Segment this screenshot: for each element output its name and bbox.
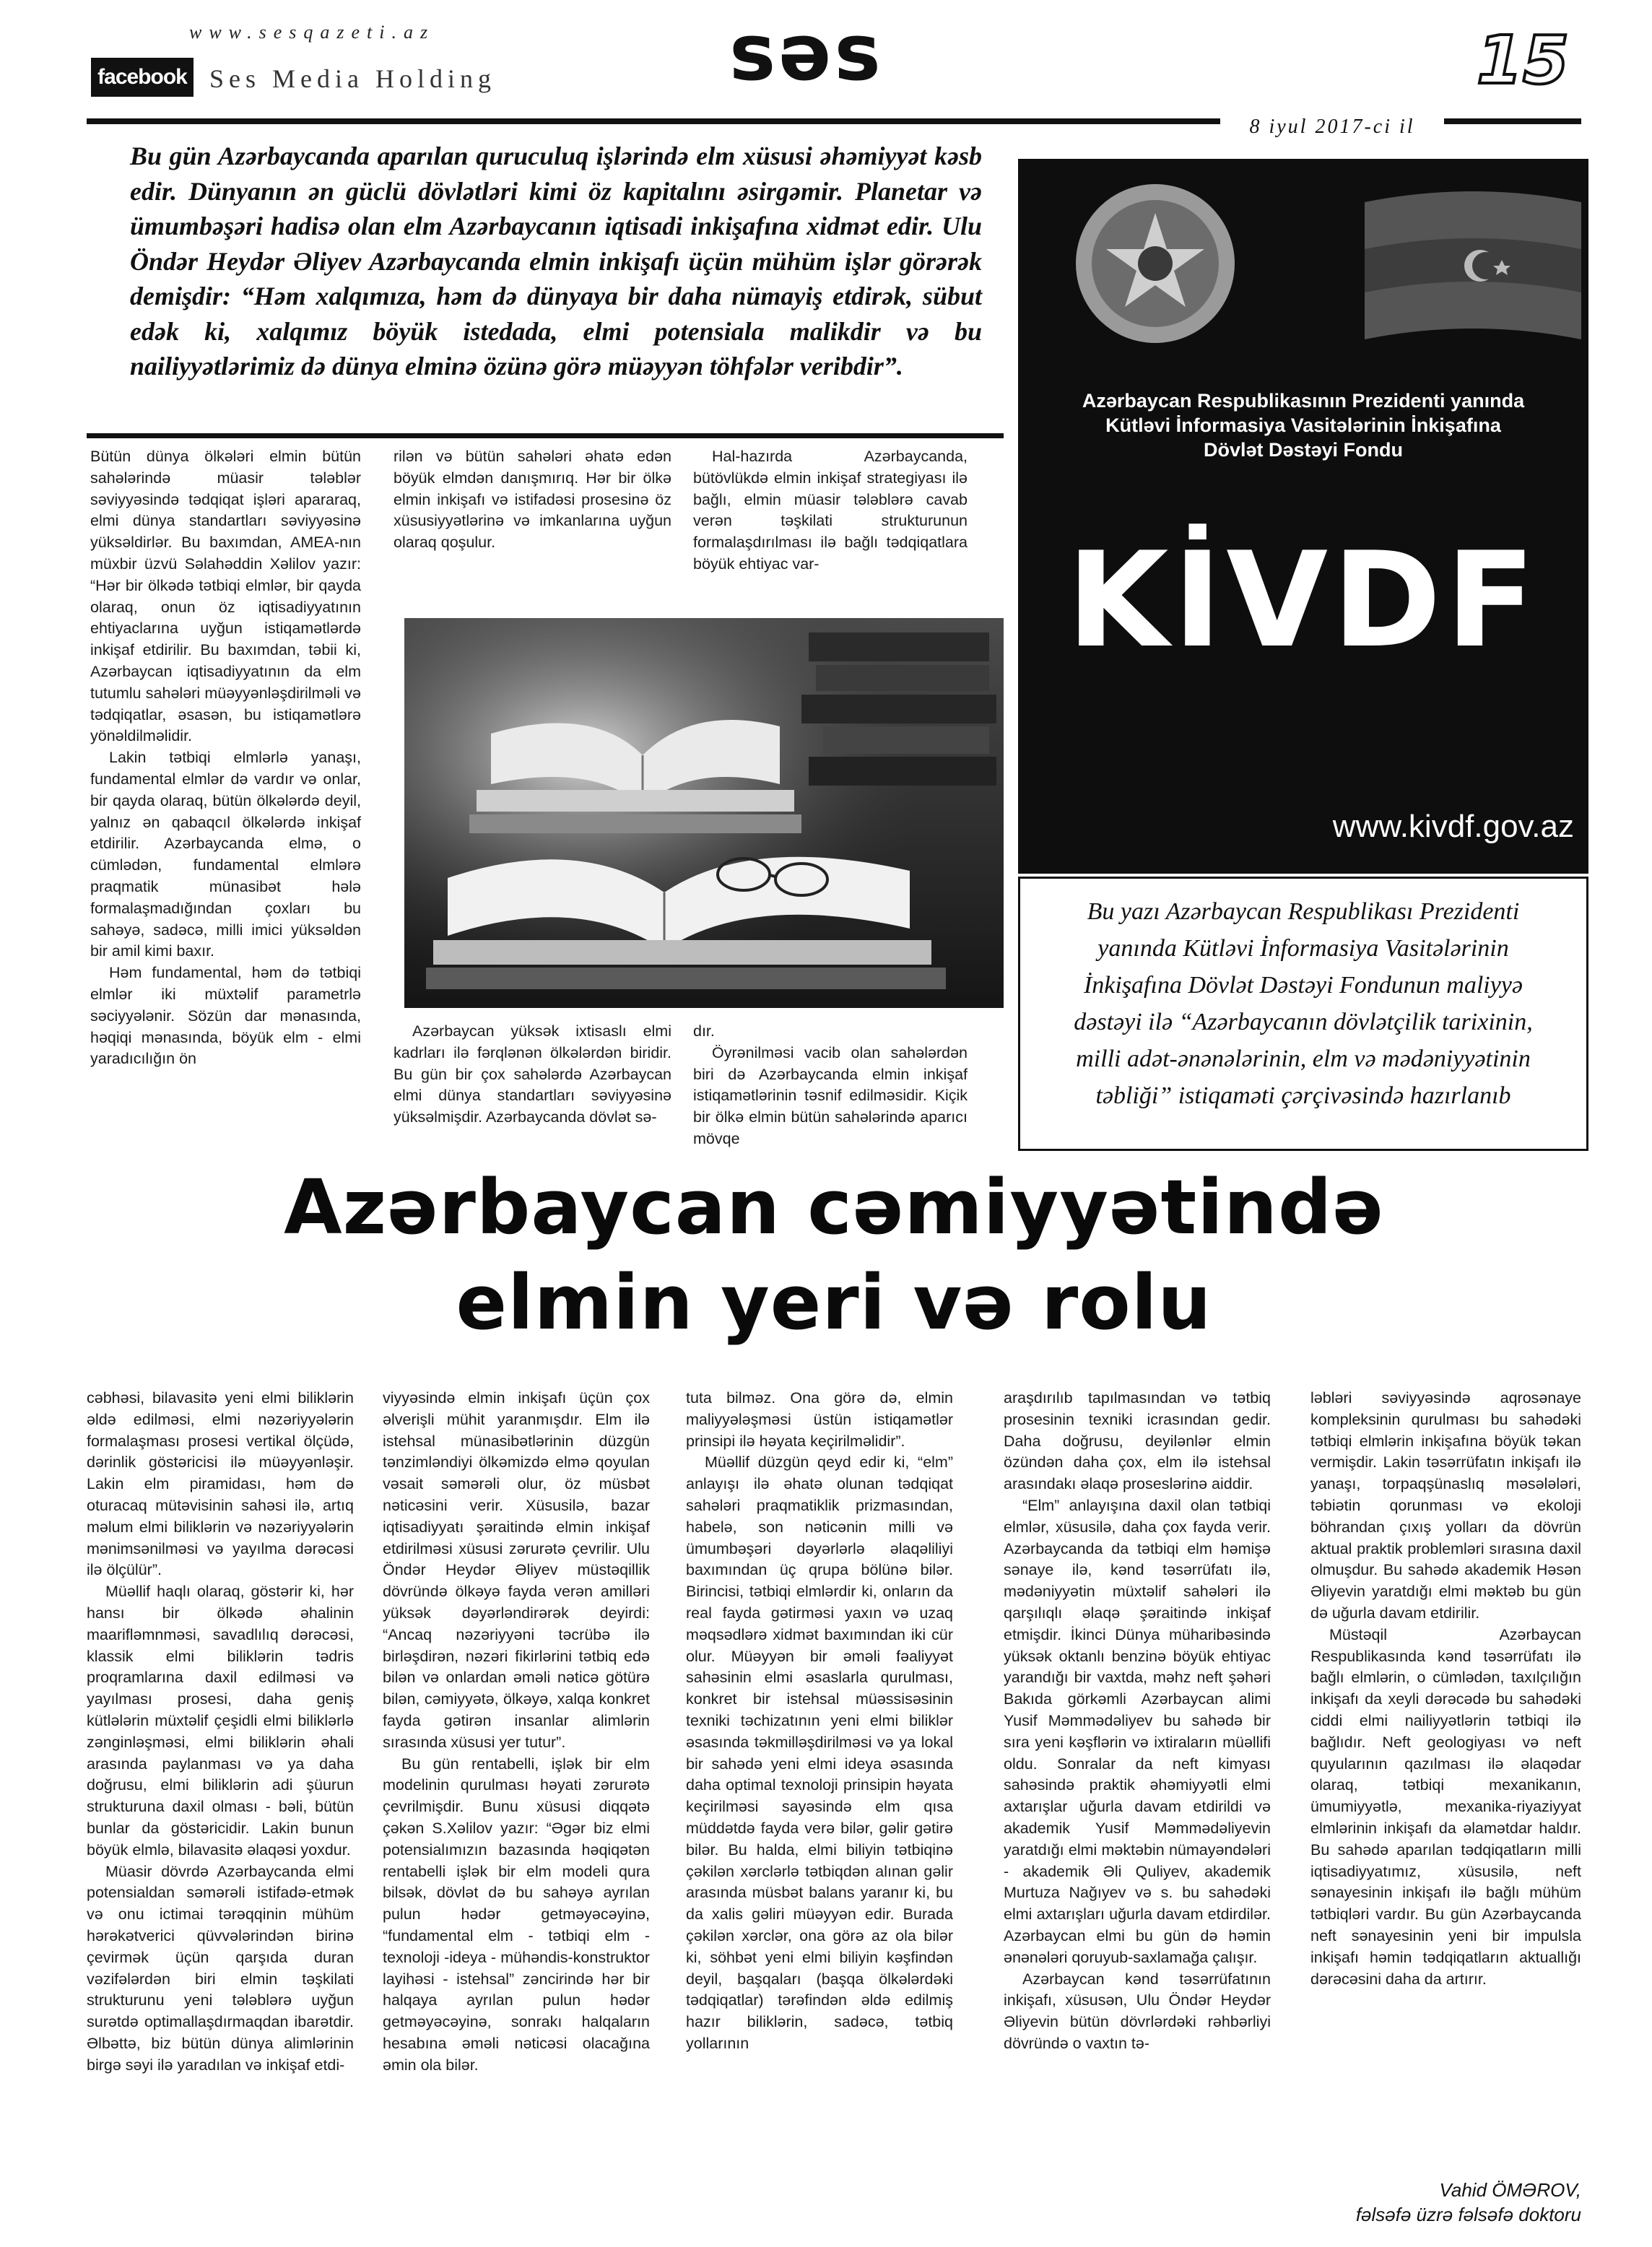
facebook-logo: facebook — [91, 58, 194, 97]
text-paragraph: Müəllif haqlı olaraq, göstərir ki, hər hansı bir ölkədə əhalinin maarifləmnməsi, savadlılıq dərəcəsi, klassik elmi biliklərin tədris proqramlarına daxil edilməsi və yayılması prosesi, daha geniş kütlələrin müxtəlif çeşidli elmi biliklərlə zənginləşməsi, elmi biliklərin əhali arasında paylanması və ya daha doğrusu, elmi biliklərin adi şüurun strukturuna daxil olması - bəli, bütün bunlar da göstəricidir. Lakin bunun böyük elmlə, bilavasitə əlaqəsi yoxdur. — [87, 1583, 354, 1859]
notice-line: İnkişafına Dövlət Dəstəyi Fondunun maliyyə — [1083, 972, 1523, 999]
text-paragraph: Öyrənilməsi vacib olan sahələrdən biri də Azərbaycanda elmin inkişaf istiqamətlərinin təsnif edilməsidir. Kiçik bir ölkə elmin bütün sahələrində aparıcı mövqe — [693, 1043, 968, 1147]
headline-line-2: elmin yeri və rolu — [456, 1259, 1212, 1347]
notice-line: təbliği” istiqaməti çərçivəsində hazırlanıb — [1095, 1082, 1511, 1109]
text-paragraph: Müstəqil Azərbaycan Respublikasında kənd təsərrüfatı ilə bağlı elmlərin, o cümlədən, taxılçılığın inkişafı da xeyli dərəcədə bu sahədəki ciddi elmi nailiyyətlərin tətbiqi ilə bağlıdır. Neft geologiyası və neft quyularının qazılması ilə əlaqədar olaraq, tətbiqi mexanikanın, ümumiyyətlə, mexanika-riyaziyyat elmlərinin inkişafı da əlamətdar haldır. Bu sahədə aparılan tədqiqatların milli iqtisadiyyatımız, xüsusilə, neft sənayesinin inkişafı ilə bağlı mühüm tətbiqləri vardır. Bu gün Azərbaycanda neft sənayesinin yeni bir impulsla inkişafı həmin tədqiqatların aktuallığı dərəcəsini daha da artırır. — [1310, 1625, 1581, 1988]
author-signature — [1285, 2178, 1581, 2227]
ad-foundation-line-3: Dövlət Dəstəyi Fondu — [1203, 439, 1404, 461]
lead-rule — [87, 433, 1004, 438]
page-number: 15 — [1477, 22, 1570, 99]
text-paragraph: Hal-hazırda Azərbaycanda, bütövlükdə elmin inkişaf strategiyası ilə bağlı, elmin müasir tələblərə cavab verən təşkilati strukturunun formalaşdırılması ilə bağlı tədqiqatlara böyük ehtiyac var- — [693, 448, 968, 573]
upper-column-3-top — [693, 446, 968, 575]
text-paragraph: Müasir dövrdə Azərbaycanda elmi potensialdan səmərəli istifadə-etmək və onu ictimai tərəqqinin mühüm hərəkətverici qüvvələrindən birinə çevirmək üçün qarşıda duran vəzifələrdən biri elmin təşkilati strukturunu yeni tələblərə uyğun surətdə optimallaşdırmaqdan ibarətdir. Əlbəttə, biz bütün dünya alimlərinin birgə səyi ilə yaradılan və inkişaf etdi- — [87, 1862, 354, 2074]
text-paragraph: ləbləri səviyyəsində aqrosənaye kompleksinin qurulması bu sahədəki tətbiqi elmlərin inkişafına böyük təkan vermişdir. Lakin təsərrüfatın inkişafı ilə yanaşı, torpaqşünaslıq məsələləri, təbiətin qorunması və ekoloji böhrandan çıxış yolları da dövrün aktual praktik problemləri sırasına daxil olmuşdur. Bu sahədə akademik Həsən Əliyevin yaratdığı elmi məktəb bu gün də uğurla davam etdirilir. — [1310, 1389, 1581, 1622]
notice-line: Bu yazı Azərbaycan Respublikası Prezidenti — [1087, 898, 1520, 925]
upper-column-2-bottom — [394, 1021, 671, 1129]
lower-column-5 — [1310, 1388, 1581, 1990]
books-photo — [404, 618, 1004, 1008]
upper-column-1 — [90, 446, 361, 1070]
text-paragraph: tuta bilməz. Ona görə də, elmin maliyyələşməsi üstün istiqamətlər prinsipi ilə həyata keçirilməlidir”. — [686, 1389, 953, 1450]
state-emblem-icon — [1061, 173, 1249, 354]
text-paragraph: “Elm” anlayışına daxil olan tətbiqi elmlər, xüsusilə, daha çox fayda verir. Azərbaycanda da tətbiqi elm həmişə sənaye ilə, kənd təsərrüfatı ilə, mədəniyyətin müxtəlif sahələri ilə qarşılıqlı əlaqə şəraitində inkişaf etmişdir. İkinci Dünya müharibəsində yüksək oktanlı benzinə böyük ehtiyac yarandığı bir vaxtda, məhz neft şəhəri Bakıda görkəmli Azərbaycan alimi Yusif Məmmədəliyev bu sahədə bir sıra yeni kəşflərin və ixtiraların müəllifi oldu. Sonralar da neft kimyası sahəsində praktik əhəmiyyətli elmi axtarışlar uğurla davam etdirildi və akademik Yusif Məmmədəliyevin yaratdığı elmi məktəbin nümayəndələri - akademik Əli Quliyev, akademik Murtuza Nağıyev və s. bu sahədəki elmi axtarışları uğurla davam etdirdilər. Azərbaycan elmi bu gün də həmin ənənələri qoruyub-saxlamağa çalışır. — [1004, 1496, 1271, 1966]
text-paragraph: Bütün dünya ölkələri elmin bütün sahələrində müasir tələblər səviyyəsində tədqiqat işləri apararaq, elmi dünya standartları səviyyəsinə yüksəldirlər. Bu baxımdan, AMEA-nın müxbir üzvü Səlahəddin Xəlilov yazır: “Hər bir ölkədə tətbiqi elmlər, bir qayda olaraq, onun öz iqtisadiyyatının ehtiyaclarına uyğun istiqamətlərdə inkişaf etdirilir. Bu baxımdan, təbii ki, Azərbaycan iqtisadiyyatının da elm tutumlu sahələri müəyyənləşdirilməli və tədqiqatlar, əsasən, bu istiqamətlərə yönəldilməlidir. — [90, 448, 361, 745]
site-url: www.sesqazeti.az — [189, 22, 435, 43]
issue-date: 8 iyul 2017-ci il — [1249, 116, 1415, 138]
upper-column-2-top — [394, 446, 671, 554]
lower-column-2 — [383, 1388, 650, 2077]
ad-url: www.kivdf.gov.az — [1332, 809, 1574, 844]
books-illustration — [404, 618, 1004, 1008]
author-name: Vahid ÖMƏROV, — [1439, 2179, 1581, 2201]
lead-paragraph: Bu gün Azərbaycanda aparılan quruculuq işlərində elm xüsusi əhəmiyyət kəsb edir. Dünyanın ən güclü dövlətləri kimi öz kapitalını əsirgəmir. Planetar və ümumbəşəri hadisə olan elm Azərbaycanın iqtisadi inkişafına xidmət edir. Ulu Öndər Heydər Əliyev Azərbaycanda elmin inkişafı üçün mühüm işlər görərək demişdir: “Həm xalqımıza, həm də dünyaya bir daha nümayiş etdirək, sübut edək ki, xalqımız böyük istedada, elmi potensiala malikdir və bu nailiyyətlərimiz də dünya elminə özünə görə müəyyən töhfələr veribdir”. — [130, 142, 982, 381]
text-paragraph: Həm fundamental, həm də tətbiqi elmlər iki müxtəlif parametrlə səciyyələnir. Sözün dar mənasında, həqiqi mənasında, böyük elm - elmi yaradıcılığın ön — [90, 964, 361, 1068]
text-paragraph: dır. — [693, 1022, 715, 1040]
text-paragraph: Azərbaycan kənd təsərrüfatının inkişafı, xüsusən, Ulu Öndər Heydər Əliyevin bütün dövrlərdəki rəhbərliyi dövründə o vaxtın tə- — [1004, 1970, 1271, 2052]
newspaper-logo: səs — [729, 8, 884, 98]
header-rule — [87, 118, 1220, 124]
article-headline — [87, 1160, 1581, 1350]
text-paragraph: araşdırılıb tapılmasından və tətbiq prosesinin texniki icrasından gedir. Daha doğrusu, deyilənlər elmin özündən daha çox, elm ilə istehsal arasındakı əlaqə proseslərinə aiddir. — [1004, 1389, 1271, 1493]
lower-column-4 — [1004, 1388, 1271, 2055]
lower-column-3 — [686, 1388, 953, 2055]
notice-line: dəstəyi ilə “Azərbaycanın dövlətçilik tarixinin, — [1074, 1009, 1533, 1035]
text-paragraph: viyyəsində elmin inkişafı üçün çox əlverişli mühit yaranmışdır. Elm ilə istehsal münasibətlərinin düzgün tənzimləndiyi ölkəmizdə elmə qoyulan vəsait səmərəli olur, öz müsbət nəticəsini verir. Xüsusilə, bazar iqtisadiyyatı şəraitində elmin inkişaf etdirilməsi xüsusi zərurətə çevrilir. Ulu Öndər Heydər Əliyev müstəqillik dövründə ölkəyə fayda verən amilləri yüksək dəyərləndirərək deyirdi: “Ancaq nəzəriyyəni təcrübə ilə birləşdirən, nəzəri fikirlərini tətbiq edə bilən və onlardan əməli nəticə götürə bilən, cəmiyyətə, ölkəyə, xalqa konkret fayda gətirən insanlar alimlərin sırasında xüsusi yer tutur”. — [383, 1389, 650, 1751]
header-rule-right — [1444, 118, 1581, 124]
text-paragraph: cəbhəsi, bilavasitə yeni elmi biliklərin əldə edilməsi, elmi nəzəriyyələrin formalaşması prosesi vertikal ölçüdə, dərinlik göstəricisi ilə müəyyənləşir. Lakin elm piramidası, həm də oturacaq mütəvisinin sahəsi ilə, artıq məlum elmi biliklərin və nəzəriyyələrin mənimsənilməsi və yayılma dərəcəsi ilə ölçülür”. — [87, 1389, 354, 1579]
ad-foundation-line-1: Azərbaycan Respublikasının Prezidenti yanında — [1082, 390, 1525, 412]
author-title: fəlsəfə üzrə fəlsəfə doktoru — [1355, 2204, 1581, 2225]
notice-line: yanında Kütləvi İnformasiya Vasitələrinin — [1097, 935, 1509, 962]
ad-brand: KİVDF — [1066, 523, 1540, 677]
flag-icon — [1365, 188, 1581, 354]
funding-notice — [1018, 877, 1588, 1151]
text-paragraph: Müəllif düzgün qeyd edir ki, “elm” anlayışı ilə əhatə olunan tədqiqat sahələri praqmatiklik prizmasından, habelə, son nəticənin milli və ümumbəşəri dəyərlərlə əlaqəliliyi baxımından üç qrupa bölünə bilər. Birincisi, tətbiqi elmlərdir ki, onların da real fayda gətirməsi yaxın və uzaq məqsədlərə xidmət baxımından iki cür olur. Müəyyən bir əməli fəaliyyət sahəsinin elmi əsaslarla qurulması, konkret bir istehsal müəssisəsinin texniki təchizatının yeni elmi biliklər əsasında təkmilləşdirilməsi və ya lokal bir sahədə yeni elmi ideya əsasında daha optimal texnoloji prinsipin həyata keçirilməsi sayəsində elm qısa müddətdə fayda verə bilər, gəlir gətirə bilər. Bu halda, elmi biliyin tətbiqinə çəkilən xərclərlə tətbiqdən alınan gəlir arasında müsbət balans yaranır ki, bu da xalis gəliri müəyyən edir. Burada çəkilən xərclər, ona görə az ola bilər ki, söhbət yeni elmi biliyin kəşfindən deyil, başqaları (başqa ölkələrdəki tədqiqatlar) tərəfindən əldə edilmiş hazır biliklərin, sadəcə, tətbiq yollarının — [686, 1453, 953, 2052]
lower-column-1 — [87, 1388, 354, 2077]
kivdf-advertisement — [1018, 159, 1588, 874]
text-paragraph: Lakin tətbiqi elmlərlə yanaşı, fundamental elmlər də vardır və onlar, bir qayda olaraq, bütün ölkələrdə deyil, yalnız ən qabaqcıl ölkələrdə inkişaf etdirilir. Azərbaycanda elmə, o cümlədən, fundamental elmlərə praqmatik münasibət hələ formalaşmadığından çoxları bu sahəyə, sadəcə, milli imici yüksəldən bir amil kimi baxır. — [90, 749, 361, 960]
holding-name: Ses Media Holding — [209, 64, 496, 93]
upper-column-3-bottom — [693, 1021, 968, 1150]
text-paragraph: Bu gün rentabelli, işlək bir elm modelinin qurulması həyati zərurətə çevrilmişdir. Bunu xüsusi diqqətə çəkən S.Xəlilov yazır: “Əgər biz elmi potensialımızın bazasında həqiqətən rentabelli işlək bir elm modeli qura bilsək, dövlət də bu sahəyə ayrılan pulun hədər getməyəcəyinə, “fundamental elm - tətbiqi elm - texnoloji -ideya - mühəndis-konstruktor layihəsi - istehsal” zəncirində hər bir halqaya ayrılan pulun hədər getməyəcəyinə, sonrakı halqaların hesabına əməli nəticəsi olacağına əmin ola bilər. — [383, 1755, 650, 2074]
notice-line: milli adət-ənənələrinin, elm və mədəniyyətinin — [1076, 1046, 1531, 1072]
ad-foundation-line-2: Kütləvi İnformasiya Vasitələrinin İnkişafına — [1105, 414, 1501, 436]
text-paragraph: rilən və bütün sahələri əhatə edən böyük elmdən danışmırıq. Hər bir ölkə elmin inkişafı və istifadəsi prosesinə öz xüsusiyyətlərinə və imkanlarına uyğun olaraq qoşulur. — [394, 448, 671, 552]
text-paragraph: Azərbaycan yüksək ixtisaslı elmi kadrları ilə fərqlənən ölkələrdən biridir. Bu gün bir çox sahələrdə Azərbaycan elmi dünya standartları səviyyəsinə yüksəlmişdir. Azərbaycanda dövlət sə- — [394, 1022, 671, 1126]
headline-line-1: Azərbaycan cəmiyyətində — [284, 1163, 1384, 1251]
